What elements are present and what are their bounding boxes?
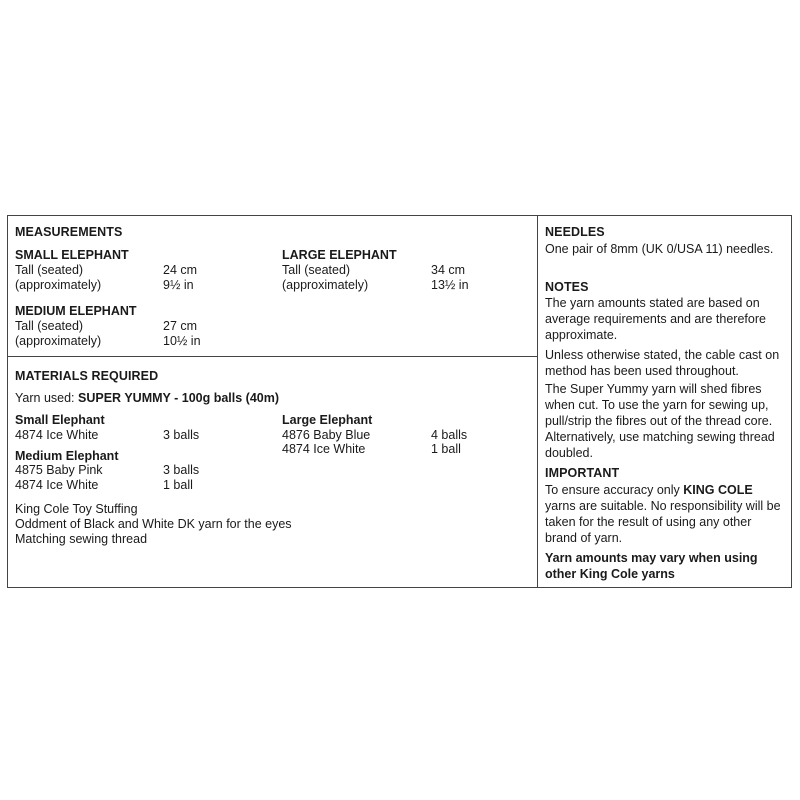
large-yarn-1-name: 4876 Baby Blue (282, 428, 371, 442)
small-tall-label: Tall (seated) (15, 263, 84, 277)
small-yarn-1-name: 4874 Ice White (15, 428, 99, 442)
extra-material-thread: Matching sewing thread (15, 532, 148, 546)
yarn-used-prefix: Yarn used: (15, 391, 79, 405)
medium-yarn-1-name: 4875 Baby Pink (15, 463, 103, 477)
measurements-heading: MEASUREMENTS (15, 225, 123, 239)
small-elephant-materials-title: Small Elephant (15, 413, 105, 427)
medium-approx-value: 10½ in (163, 334, 201, 348)
vertical-divider (537, 216, 538, 587)
small-approx-value: 9½ in (163, 278, 194, 292)
large-tall-label: Tall (seated) (282, 263, 351, 277)
large-approx-value: 13½ in (431, 278, 469, 292)
large-approx-label: (approximately) (282, 278, 369, 292)
important-text-pre: To ensure accuracy only (545, 483, 684, 497)
yarn-used-line (15, 391, 279, 406)
extra-material-stuffing: King Cole Toy Stuffing (15, 502, 138, 516)
medium-approx-label: (approximately) (15, 334, 102, 348)
important-text-post: yarns are suitable. No responsibility will be taken for the result of using any other brand of yarn. (545, 499, 781, 545)
large-yarn-2-name: 4874 Ice White (282, 442, 366, 456)
needles-heading: NEEDLES (545, 225, 605, 239)
extra-material-eye-yarn: Oddment of Black and White DK yarn for the eyes (15, 517, 292, 531)
medium-elephant-materials-title: Medium Elephant (15, 449, 119, 463)
large-elephant-materials-title: Large Elephant (282, 413, 373, 427)
horizontal-divider (8, 356, 537, 357)
medium-tall-value: 27 cm (163, 319, 198, 333)
medium-yarn-2-name: 4874 Ice White (15, 478, 99, 492)
important-brand: KING COLE (683, 483, 753, 497)
notes-paragraph-3: The Super Yummy yarn will shed fibres when cut. To use the yarn for sewing up, pull/strip the fibres out of the thread core. Alternatively, use matching sewing thread doubled. (545, 382, 775, 460)
yarn-amount-warning: Yarn amounts may vary when using other King Cole yarns (545, 551, 758, 581)
medium-elephant-measure-title: MEDIUM ELEPHANT (15, 304, 137, 318)
large-elephant-measure-title: LARGE ELEPHANT (282, 248, 397, 262)
small-yarn-1-qty: 3 balls (163, 428, 200, 442)
materials-heading: MATERIALS REQUIRED (15, 369, 159, 383)
large-yarn-1-qty: 4 balls (431, 428, 468, 442)
small-elephant-measure-title: SMALL ELEPHANT (15, 248, 129, 262)
notes-paragraph-1: The yarn amounts stated are based on average requirements and are therefore approximate. (545, 296, 766, 342)
notes-paragraph-2: Unless otherwise stated, the cable cast on method has been used throughout. (545, 348, 780, 378)
medium-yarn-1-qty: 3 balls (163, 463, 200, 477)
yarn-name: SUPER YUMMY - 100g balls (40m) (78, 391, 280, 405)
large-yarn-2-qty: 1 ball (431, 442, 461, 456)
small-tall-value: 24 cm (163, 263, 198, 277)
important-heading: IMPORTANT (545, 466, 620, 480)
notes-heading: NOTES (545, 280, 589, 294)
medium-yarn-2-qty: 1 ball (163, 478, 193, 492)
medium-tall-label: Tall (seated) (15, 319, 84, 333)
small-approx-label: (approximately) (15, 278, 102, 292)
large-tall-value: 34 cm (431, 263, 466, 277)
needles-text: One pair of 8mm (UK 0/USA 11) needles. (545, 242, 774, 256)
important-text (545, 482, 785, 546)
